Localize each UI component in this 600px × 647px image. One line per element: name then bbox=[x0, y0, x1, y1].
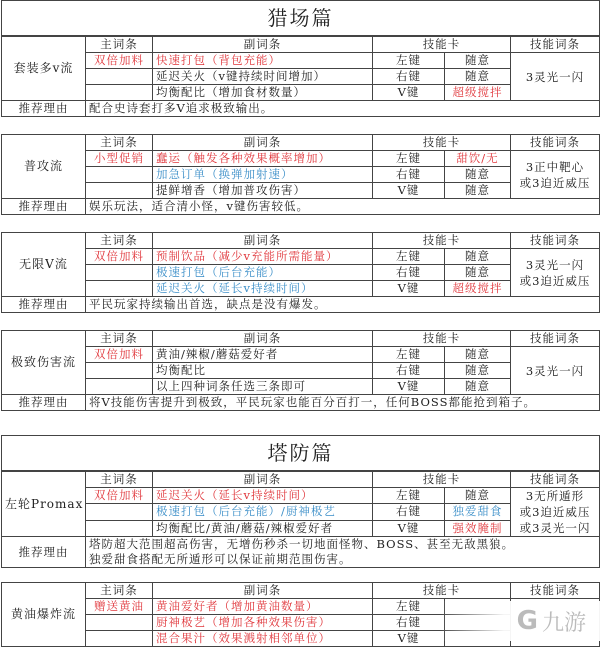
skill-key: 左键 bbox=[373, 347, 445, 363]
skill-affix: 3灵光一闪 或3迫近威压 bbox=[511, 249, 600, 297]
header-row bbox=[2, 233, 600, 249]
reason-label: 推荐理由 bbox=[2, 537, 86, 568]
reason-row bbox=[2, 395, 600, 411]
table-row bbox=[2, 265, 600, 281]
sub-affix: 以上四种词条任选三条即可 bbox=[153, 379, 373, 395]
section-title: 猎场篇 bbox=[2, 1, 600, 36]
main-affix: 双倍加料 bbox=[86, 53, 153, 69]
build-name: 极致伤害流 bbox=[2, 331, 86, 395]
reason-text: 娱乐玩法，适合清小怪，v键伤害较低。 bbox=[89, 199, 309, 213]
header-skill: 技能词条 bbox=[511, 135, 600, 151]
header-sub: 副词条 bbox=[153, 135, 373, 151]
skill-card: 独爱甜食 bbox=[445, 504, 511, 520]
reason-text-cell bbox=[86, 395, 600, 411]
header-card: 技能卡 bbox=[373, 233, 511, 249]
reason-text: 平民玩家持续输出首选，缺点是没有爆发。 bbox=[89, 297, 327, 311]
empty-cell bbox=[86, 363, 153, 379]
reason-label: 推荐理由 bbox=[2, 199, 86, 215]
skill-affix: 3灵光一闪 bbox=[511, 347, 600, 395]
header-skill: 技能词条 bbox=[511, 472, 600, 488]
header-sub: 副词条 bbox=[153, 583, 373, 599]
table-row bbox=[2, 69, 600, 85]
sub-affix: 延迟关火（v键持续时间增加） bbox=[153, 69, 373, 85]
skill-card: 随意 bbox=[445, 69, 511, 85]
skill-affix: 3灵光一闪 bbox=[511, 53, 600, 101]
header-skill: 技能词条 bbox=[511, 233, 600, 249]
build-name: 左轮Promax bbox=[2, 472, 86, 537]
empty-cell bbox=[86, 69, 153, 85]
header-skill: 技能词条 bbox=[511, 37, 600, 53]
skill-card: 随意 bbox=[445, 379, 511, 395]
table-row bbox=[2, 520, 600, 536]
table-row bbox=[2, 363, 600, 379]
reason-text: 配合史诗套打多V追求极致输出。 bbox=[89, 101, 274, 115]
skill-key: 左键 bbox=[373, 151, 445, 167]
header-sub: 副词条 bbox=[153, 472, 373, 488]
sub-affix: 黄油/辣椒/蘑菇爱好者 bbox=[153, 347, 373, 363]
build-table bbox=[1, 330, 600, 411]
build-guide-document bbox=[1, 0, 599, 647]
skill-key: 左键 bbox=[373, 249, 445, 265]
table-row bbox=[2, 379, 600, 395]
sub-affix: 混合果汁（效果溅射相邻单位） bbox=[153, 631, 373, 647]
reason-text-cell bbox=[86, 297, 600, 313]
main-affix: 双倍加料 bbox=[86, 249, 153, 265]
skill-key: V键 bbox=[373, 631, 445, 647]
sub-affix: 延迟关火（延长v持续时间） bbox=[153, 281, 373, 297]
reason-text: 将V技能伤害提升到极致，平民玩家也能百分百打一，任何BOSS都能抢到箱子。 bbox=[89, 395, 536, 409]
reason-text: 塔防超大范围超高伤害，无增伤秒杀一切地面怪物、BOSS、甚至无敌黑狼。 bbox=[89, 537, 515, 551]
sub-affix: 提鲜增香（增加普攻伤害） bbox=[153, 183, 373, 199]
sub-affix: 极速打包（后台充能）/厨神极艺 bbox=[153, 504, 373, 520]
header-skill: 技能词条 bbox=[511, 583, 600, 599]
table-row bbox=[2, 167, 600, 183]
reason-row bbox=[2, 199, 600, 215]
skill-card: 甜饮/无 bbox=[445, 151, 511, 167]
section-title-table bbox=[1, 0, 600, 36]
reason-text-cell bbox=[86, 199, 600, 215]
sub-affix: 加急订单（换弹加射速） bbox=[153, 167, 373, 183]
sub-affix: 蠢运（触发各种效果概率增加） bbox=[153, 151, 373, 167]
empty-cell bbox=[86, 615, 153, 631]
build-table bbox=[1, 36, 600, 117]
skill-card: 随意 bbox=[445, 167, 511, 183]
skill-card: 随意 bbox=[445, 363, 511, 379]
skill-key: 右键 bbox=[373, 265, 445, 281]
table-row bbox=[2, 504, 600, 520]
skill-key: V键 bbox=[373, 379, 445, 395]
sub-affix: 极速打包（后台充能） bbox=[153, 265, 373, 281]
build-table bbox=[1, 232, 600, 313]
skill-card: 随意 bbox=[445, 265, 511, 281]
empty-cell bbox=[86, 631, 153, 647]
empty-cell bbox=[86, 504, 153, 520]
header-sub: 副词条 bbox=[153, 331, 373, 347]
skill-key: 右键 bbox=[373, 615, 445, 631]
header-main: 主词条 bbox=[86, 472, 153, 488]
table-row bbox=[2, 347, 600, 363]
reason-label: 推荐理由 bbox=[2, 101, 86, 117]
skill-card: 随意 bbox=[445, 53, 511, 69]
skill-card: 超级搅拌 bbox=[445, 281, 511, 297]
reason-text-cell bbox=[86, 537, 600, 568]
empty-cell bbox=[86, 281, 153, 297]
reason-row bbox=[2, 297, 600, 313]
table-row bbox=[2, 281, 600, 297]
header-row bbox=[2, 331, 600, 347]
skill-card: 随意 bbox=[445, 249, 511, 265]
main-affix: 双倍加料 bbox=[86, 347, 153, 363]
skill-card: 强效腌制 bbox=[445, 520, 511, 536]
skill-card: 随意 bbox=[445, 183, 511, 199]
header-row bbox=[2, 37, 600, 53]
header-main: 主词条 bbox=[86, 233, 153, 249]
build-name: 普攻流 bbox=[2, 135, 86, 199]
empty-cell bbox=[86, 167, 153, 183]
reason-label: 推荐理由 bbox=[2, 395, 86, 411]
empty-cell bbox=[86, 520, 153, 536]
skill-affix: 3正中靶心 或3迫近威压 bbox=[511, 151, 600, 199]
build-table bbox=[1, 471, 600, 568]
header-row bbox=[2, 472, 600, 488]
watermark bbox=[440, 601, 600, 641]
header-skill: 技能词条 bbox=[511, 331, 600, 347]
header-card: 技能卡 bbox=[373, 331, 511, 347]
skill-key: 左键 bbox=[373, 488, 445, 504]
sub-affix: 快速打包（背包充能） bbox=[153, 53, 373, 69]
watermark-text: 九游 bbox=[541, 610, 586, 636]
header-main: 主词条 bbox=[86, 583, 153, 599]
header-card: 技能卡 bbox=[373, 583, 511, 599]
reason-row bbox=[2, 101, 600, 117]
sub-affix: 均衡配比（增加食材数量） bbox=[153, 85, 373, 101]
section-title-table bbox=[1, 435, 600, 471]
empty-cell bbox=[86, 265, 153, 281]
main-affix: 小型促销 bbox=[86, 151, 153, 167]
sub-affix: 预制饮品（减少v充能所需能量） bbox=[153, 249, 373, 265]
skill-key: V键 bbox=[373, 281, 445, 297]
sub-affix: 均衡配比 bbox=[153, 363, 373, 379]
skill-key: 右键 bbox=[373, 504, 445, 520]
header-row bbox=[2, 583, 600, 599]
skill-key: V键 bbox=[373, 183, 445, 199]
header-main: 主词条 bbox=[86, 135, 153, 151]
reason-text-cell bbox=[86, 101, 600, 117]
header-card: 技能卡 bbox=[373, 37, 511, 53]
table-row bbox=[2, 249, 600, 265]
empty-cell bbox=[86, 85, 153, 101]
skill-affix: 3无所遁形 或3迫近威压 或3灵光一闪 bbox=[511, 488, 600, 537]
skill-key: 右键 bbox=[373, 167, 445, 183]
header-sub: 副词条 bbox=[153, 37, 373, 53]
table-row bbox=[2, 53, 600, 69]
main-affix: 赠送黄油 bbox=[86, 599, 153, 615]
skill-card: 超级搅拌 bbox=[445, 85, 511, 101]
skill-key: 左键 bbox=[373, 599, 445, 615]
table-row bbox=[2, 488, 600, 504]
header-sub: 副词条 bbox=[153, 233, 373, 249]
skill-card: 随意 bbox=[445, 488, 511, 504]
reason-text: 独爱甜食搭配无所遁形可以保证前期范围伤害。 bbox=[89, 552, 352, 566]
build-name: 套装多v流 bbox=[2, 37, 86, 101]
table-row bbox=[2, 85, 600, 101]
sub-affix: 厨神极艺（增加各种效果伤害） bbox=[153, 615, 373, 631]
skill-key: 左键 bbox=[373, 53, 445, 69]
section-title: 塔防篇 bbox=[2, 436, 600, 471]
build-name: 黄油爆炸流 bbox=[2, 583, 86, 647]
main-affix: 双倍加料 bbox=[86, 488, 153, 504]
build-name: 无限V流 bbox=[2, 233, 86, 297]
sub-affix: 黄油爱好者（增加黄油数量） bbox=[153, 599, 373, 615]
empty-cell bbox=[86, 379, 153, 395]
header-row bbox=[2, 135, 600, 151]
skill-key: V键 bbox=[373, 85, 445, 101]
reason-label: 推荐理由 bbox=[2, 297, 86, 313]
header-main: 主词条 bbox=[86, 331, 153, 347]
table-row bbox=[2, 183, 600, 199]
skill-key: V键 bbox=[373, 520, 445, 536]
header-main: 主词条 bbox=[86, 37, 153, 53]
empty-cell bbox=[86, 183, 153, 199]
build-table bbox=[1, 134, 600, 215]
sub-affix: 均衡配比/黄油/蘑菇/辣椒爱好者 bbox=[153, 520, 373, 536]
jiuyou-logo-icon: G bbox=[516, 606, 538, 636]
sub-affix: 延迟关火（延长v持续时间） bbox=[153, 488, 373, 504]
skill-key: 右键 bbox=[373, 363, 445, 379]
skill-card: 随意 bbox=[445, 347, 511, 363]
header-card: 技能卡 bbox=[373, 135, 511, 151]
skill-key: 右键 bbox=[373, 69, 445, 85]
table-row bbox=[2, 151, 600, 167]
reason-row bbox=[2, 537, 600, 568]
header-card: 技能卡 bbox=[373, 472, 511, 488]
